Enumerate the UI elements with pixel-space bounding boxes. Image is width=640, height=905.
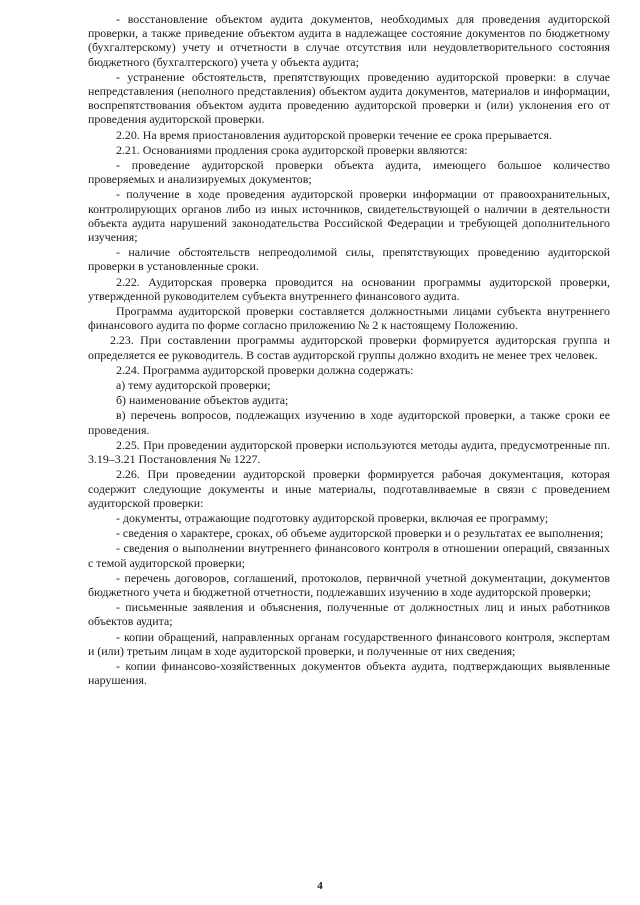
paragraph-2-25: 2.25. При проведении аудиторской проверки используются методы аудита, предусмотренные пп. 3.19–3.21 Постановления № 1227. — [88, 437, 610, 467]
list-item-nature-and-terms: - сведения о характере, сроках, об объеме аудиторской проверки и о результатах ее выполнения; — [116, 526, 604, 541]
list-item-b: б) наименование объектов аудита; — [116, 393, 289, 408]
paragraph-2-24: 2.24. Программа аудиторской проверки должна содержать: — [116, 362, 414, 377]
paragraph-force-majeure: - наличие обстоятельств непреодолимой силы, препятствующих проведению аудиторской проверки в установленные сроки. — [88, 245, 610, 274]
list-item-v: в) перечень вопросов, подлежащих изучению в ходе аудиторской проверки, а также сроки ее проведения. — [88, 408, 610, 437]
paragraph-restoration-of-documents: - восстановление объектом аудита документов, необходимых для проведения аудиторской проверки, а также приведение объектом аудита в надлежащее состояние документов по бюджетному (бухгалтерскому) учету и отчетности в случае отсутствия или неудовлетворительного состояния бюджетного (бухгалтерского) учета у объекта аудита; — [88, 12, 610, 69]
document-page — [88, 12, 610, 688]
list-item-documents: - документы, отражающие подготовку аудиторской проверки, включая ее программу; — [116, 510, 549, 525]
list-item-internal-control: - сведения о выполнении внутреннего финансового контроля в отношении операций, связанных с темой аудиторской проверки; — [88, 541, 610, 570]
paragraph-2-26: 2.26. При проведении аудиторской проверки формируется рабочая документация, которая содержит следующие документы и иные материалы, подготавливаемые в связи с проведением аудиторской проверки: — [88, 467, 610, 510]
paragraph-large-volume-of-documents: - проведение аудиторской проверки объекта аудита, имеющего большое количество проверяемых и анализируемых документов; — [88, 158, 610, 187]
list-item-appeal-copies: - копии обращений, направленных органам государственного финансового контроля, экспертам и (или) третьим лицам в ходе аудиторской проверки, и полученные от них сведения; — [88, 629, 610, 658]
list-item-contracts-list: - перечень договоров, соглашений, протоколов, первичной учетной документации, документов бюджетного учета и бюджетной отчетности, подлежавших изучению в ходе аудиторской проверки; — [88, 570, 610, 599]
paragraph-program-composition: Программа аудиторской проверки составляется должностными лицами субъекта внутреннего финансового аудита по форме согласно приложению № 2 к настоящему Положению. — [88, 304, 610, 333]
paragraph-2-21: 2.21. Основаниями продления срока аудиторской проверки являются: — [116, 142, 468, 157]
paragraph-2-23: 2.23. При составлении программы аудиторской проверки формируется аудиторская группа и определяется ее руководитель. В состав аудиторской группы должно входить не менее трех человек. — [88, 333, 610, 362]
list-item-a: а) тему аудиторской проверки; — [116, 378, 271, 393]
paragraph-receiving-information: - получение в ходе проведения аудиторской проверки информации от правоохранительных, контролирующих органов либо из иных источников, свидетельствующей о наличии в деятельности объекта аудита нарушений законодательства Российской Федерации и требующей дополнительного изучения; — [88, 187, 610, 245]
paragraph-eliminating-obstacles: - устранение обстоятельств, препятствующих проведению аудиторской проверки: в случае непредставления (неполного представления) объектом аудита документов, материалов и информации, воспрепятствования объектом аудита проведению аудиторской проверки и (или) уклонения его от проведения аудиторской проверки. — [88, 69, 610, 127]
list-item-financial-documents: - копии финансово-хозяйственных документов объекта аудита, подтверждающих выявленные нарушения. — [88, 658, 610, 688]
paragraph-2-22: 2.22. Аудиторская проверка проводится на основании программы аудиторской проверки, утвержденной руководителем субъекта внутреннего финансового аудита. — [88, 274, 610, 303]
paragraph-2-20: 2.20. На время приостановления аудиторской проверки течение ее срока прерывается. — [116, 127, 552, 142]
list-item-written-statements: - письменные заявления и объяснения, полученные от должностных лиц и иных работников объектов аудита; — [88, 600, 610, 629]
page-number: 4 — [317, 880, 323, 892]
